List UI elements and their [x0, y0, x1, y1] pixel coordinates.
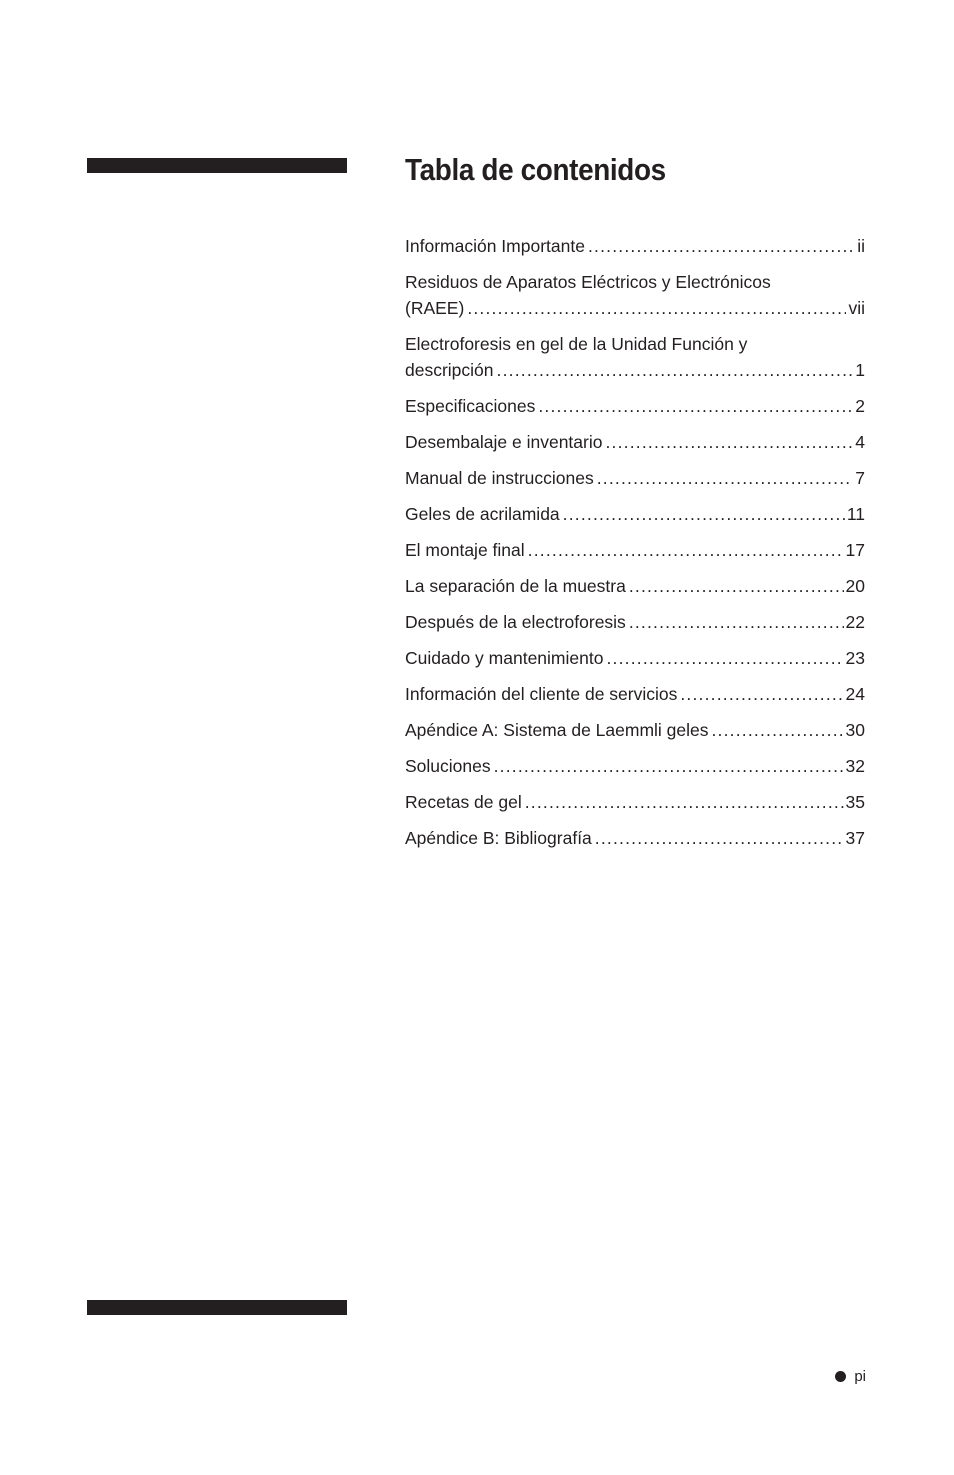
toc-entry-page: 20 — [845, 576, 865, 596]
toc-entry-page: 1 — [855, 360, 865, 380]
dot-leader — [494, 753, 844, 779]
dot-leader — [629, 609, 844, 635]
toc-entry-informacion-importante[interactable] — [405, 233, 865, 259]
toc-entry-electroforesis[interactable] — [405, 331, 865, 383]
bullet-icon — [835, 1371, 846, 1382]
toc-entry-title-line: Electroforesis en gel de la Unidad Función y — [405, 334, 748, 354]
toc-entry-title: Cuidado y mantenimiento — [405, 648, 604, 668]
toc-entry-page: 11 — [846, 504, 865, 524]
toc-entry-recetas[interactable] — [405, 789, 865, 815]
toc-entry-page: 23 — [845, 648, 865, 668]
toc-entry-title: Geles de acrilamida — [405, 504, 560, 524]
toc-entry-page: 37 — [845, 828, 865, 848]
toc-entry-title: Recetas de gel — [405, 792, 522, 812]
toc-entry-page: 7 — [855, 468, 865, 488]
toc-entry-title: Información Importante — [405, 236, 585, 256]
toc-entry-title: Apéndice A: Sistema de Laemmli geles — [405, 720, 709, 740]
toc-entry-page: 4 — [855, 432, 865, 452]
toc-entry-title: Manual de instrucciones — [405, 468, 594, 488]
toc-entry-page: 24 — [845, 684, 865, 704]
toc-entry-title-line: Residuos de Aparatos Eléctricos y Electrónicos — [405, 272, 771, 292]
toc-entry-page: 35 — [845, 792, 865, 812]
toc-entry-apendice-b[interactable] — [405, 825, 865, 851]
toc-entry-apendice-a[interactable] — [405, 717, 865, 743]
table-of-contents — [405, 233, 865, 861]
toc-entry-title: (RAEE) — [405, 298, 465, 318]
page-footer — [835, 1368, 866, 1385]
toc-entry-title: Desembalaje e inventario — [405, 432, 603, 452]
toc-entry-geles[interactable] — [405, 501, 865, 527]
dot-leader — [525, 789, 844, 815]
dot-leader — [538, 393, 853, 419]
dot-leader — [680, 681, 843, 707]
toc-entry-cuidado[interactable] — [405, 645, 865, 671]
toc-entry-montaje[interactable] — [405, 537, 865, 563]
toc-entry-separacion[interactable] — [405, 573, 865, 599]
toc-entry-especificaciones[interactable] — [405, 393, 865, 419]
dot-leader — [588, 233, 855, 259]
toc-entry-page: 17 — [845, 540, 865, 560]
dot-leader — [597, 465, 854, 491]
toc-entry-title: Información del cliente de servicios — [405, 684, 678, 704]
toc-entry-title: La separación de la muestra — [405, 576, 626, 596]
dot-leader — [563, 501, 845, 527]
toc-entry-title: Soluciones — [405, 756, 491, 776]
dot-leader — [595, 825, 844, 851]
dot-leader — [467, 295, 846, 321]
toc-entry-despues[interactable] — [405, 609, 865, 635]
top-rule — [87, 158, 347, 173]
toc-entry-manual[interactable] — [405, 465, 865, 491]
toc-entry-title: Después de la electroforesis — [405, 612, 626, 632]
page-title: Tabla de contenidos — [405, 152, 666, 187]
toc-entry-title: El montaje final — [405, 540, 525, 560]
toc-entry-informacion-cliente[interactable] — [405, 681, 865, 707]
toc-entry-page: ii — [857, 236, 865, 256]
toc-entry-raee[interactable] — [405, 269, 865, 321]
toc-entry-page: 32 — [845, 756, 865, 776]
dot-leader — [712, 717, 844, 743]
dot-leader — [606, 645, 843, 671]
toc-entry-title: descripción — [405, 360, 494, 380]
dot-leader — [497, 357, 854, 383]
toc-entry-page: 22 — [845, 612, 865, 632]
toc-entry-page: vii — [848, 298, 865, 318]
toc-entry-page: 2 — [855, 396, 865, 416]
dot-leader — [605, 429, 853, 455]
toc-entry-desembalaje[interactable] — [405, 429, 865, 455]
toc-entry-page: 30 — [845, 720, 865, 740]
bottom-rule — [87, 1300, 347, 1315]
toc-entry-soluciones[interactable] — [405, 753, 865, 779]
toc-entry-title: Especificaciones — [405, 396, 536, 416]
page-number: pi — [854, 1368, 866, 1385]
dot-leader — [528, 537, 844, 563]
dot-leader — [629, 573, 844, 599]
toc-entry-title: Apéndice B: Bibliografía — [405, 828, 592, 848]
